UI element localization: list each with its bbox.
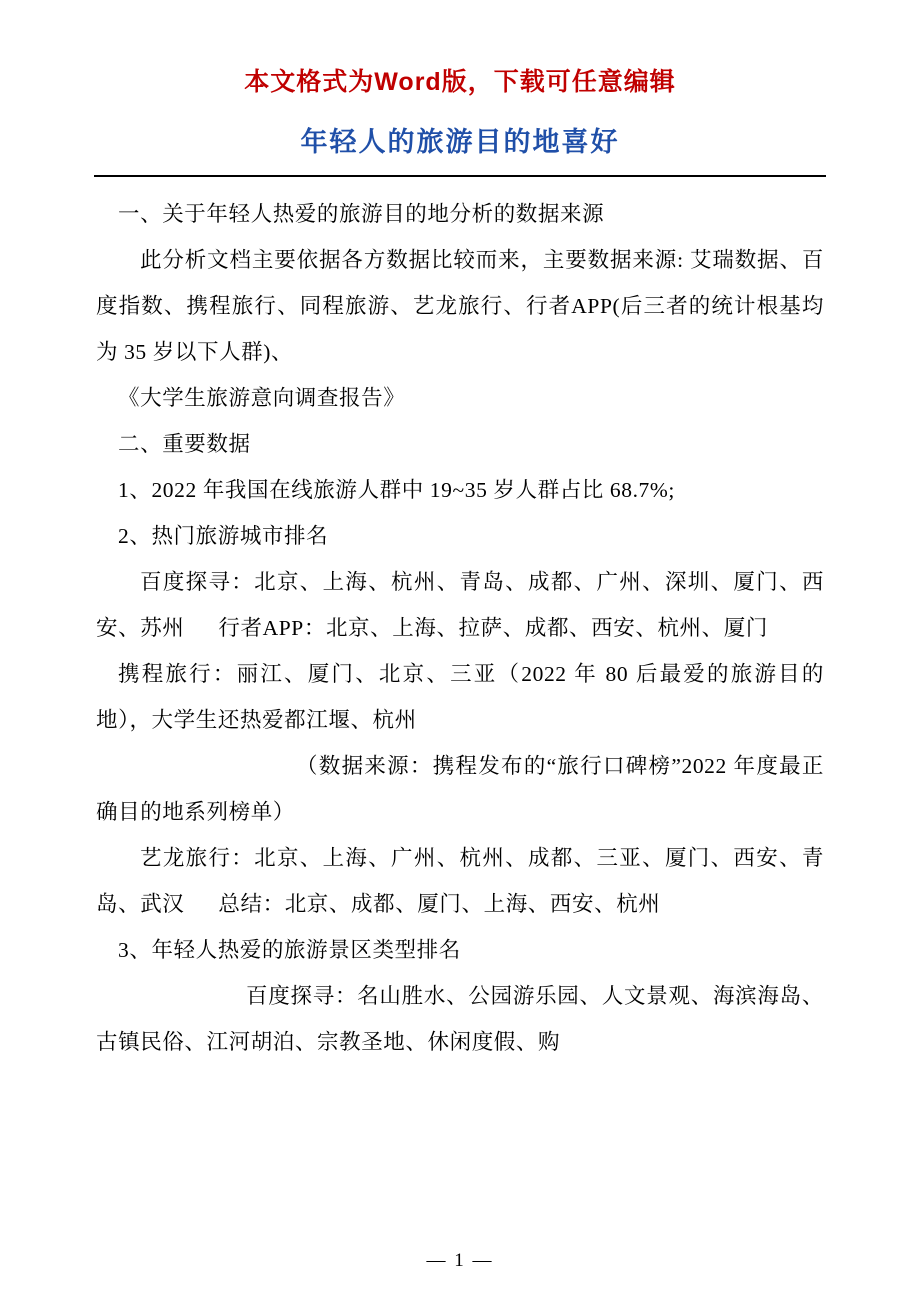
section-1-paragraph-1: 此分析文档主要依据各方数据比较而来，主要数据来源: 艾瑞数据、百度指数、携程旅行、同程旅游、艺龙旅行、行者APP(后三者的统计根基均为 35 岁以下人群)、 (96, 248, 824, 364)
city-ranking-baidu (96, 559, 824, 651)
city-ranking-summary-text: 总结：北京、成都、厦门、上海、西安、杭州 (218, 892, 661, 916)
city-ranking-xingzhe-text: 行者APP：北京、上海、拉萨、成都、西安、杭州、厦门 (218, 616, 768, 640)
city-ranking-source-note: （数据来源：携程发布的“旅行口碑榜”2022 年度最正确目的地系列榜单） (96, 754, 824, 824)
city-ranking-ctrip: 携程旅行：丽江、厦门、北京、三亚（2022 年 80 后最爱的旅游目的地），大学生还热爱都江堰、杭州 (96, 662, 824, 732)
city-ranking-baidu-text: 百度探寻：北京、上海、杭州、青岛、成都、广州、深圳、厦门、西安、苏州 (96, 570, 824, 640)
word-version-banner: 本文格式为Word版，下载可任意编辑 (244, 68, 676, 96)
section-2-heading: 二、重要数据 (118, 432, 251, 456)
title-divider (94, 175, 826, 177)
section-2-item-1: 1、2022 年我国在线旅游人群中 19~35 岁人群占比 68.7%; (118, 478, 675, 502)
city-ranking-elong (96, 835, 824, 927)
section-1-paragraph-2: 《大学生旅游意向调查报告》 (118, 386, 406, 410)
page-number-footer: — 1 — (426, 1250, 494, 1271)
section-2-item-3: 3、年轻人热爱的旅游景区类型排名 (118, 938, 461, 962)
scenic-type-ranking-baidu: 百度探寻：名山胜水、公园游乐园、人文景观、海滨海岛、古镇民俗、江河胡泊、宗教圣地、休闲度假、购 (96, 984, 824, 1054)
page-title: 年轻人的旅游目的地喜好 (300, 127, 620, 157)
document-body (96, 191, 824, 1065)
section-1-heading: 一、关于年轻人热爱的旅游目的地分析的数据来源 (118, 202, 605, 226)
city-ranking-elong-text: 艺龙旅行：北京、上海、广州、杭州、成都、三亚、厦门、西安、青岛、武汉 (96, 846, 824, 916)
section-2-item-2: 2、热门旅游城市排名 (118, 524, 329, 548)
